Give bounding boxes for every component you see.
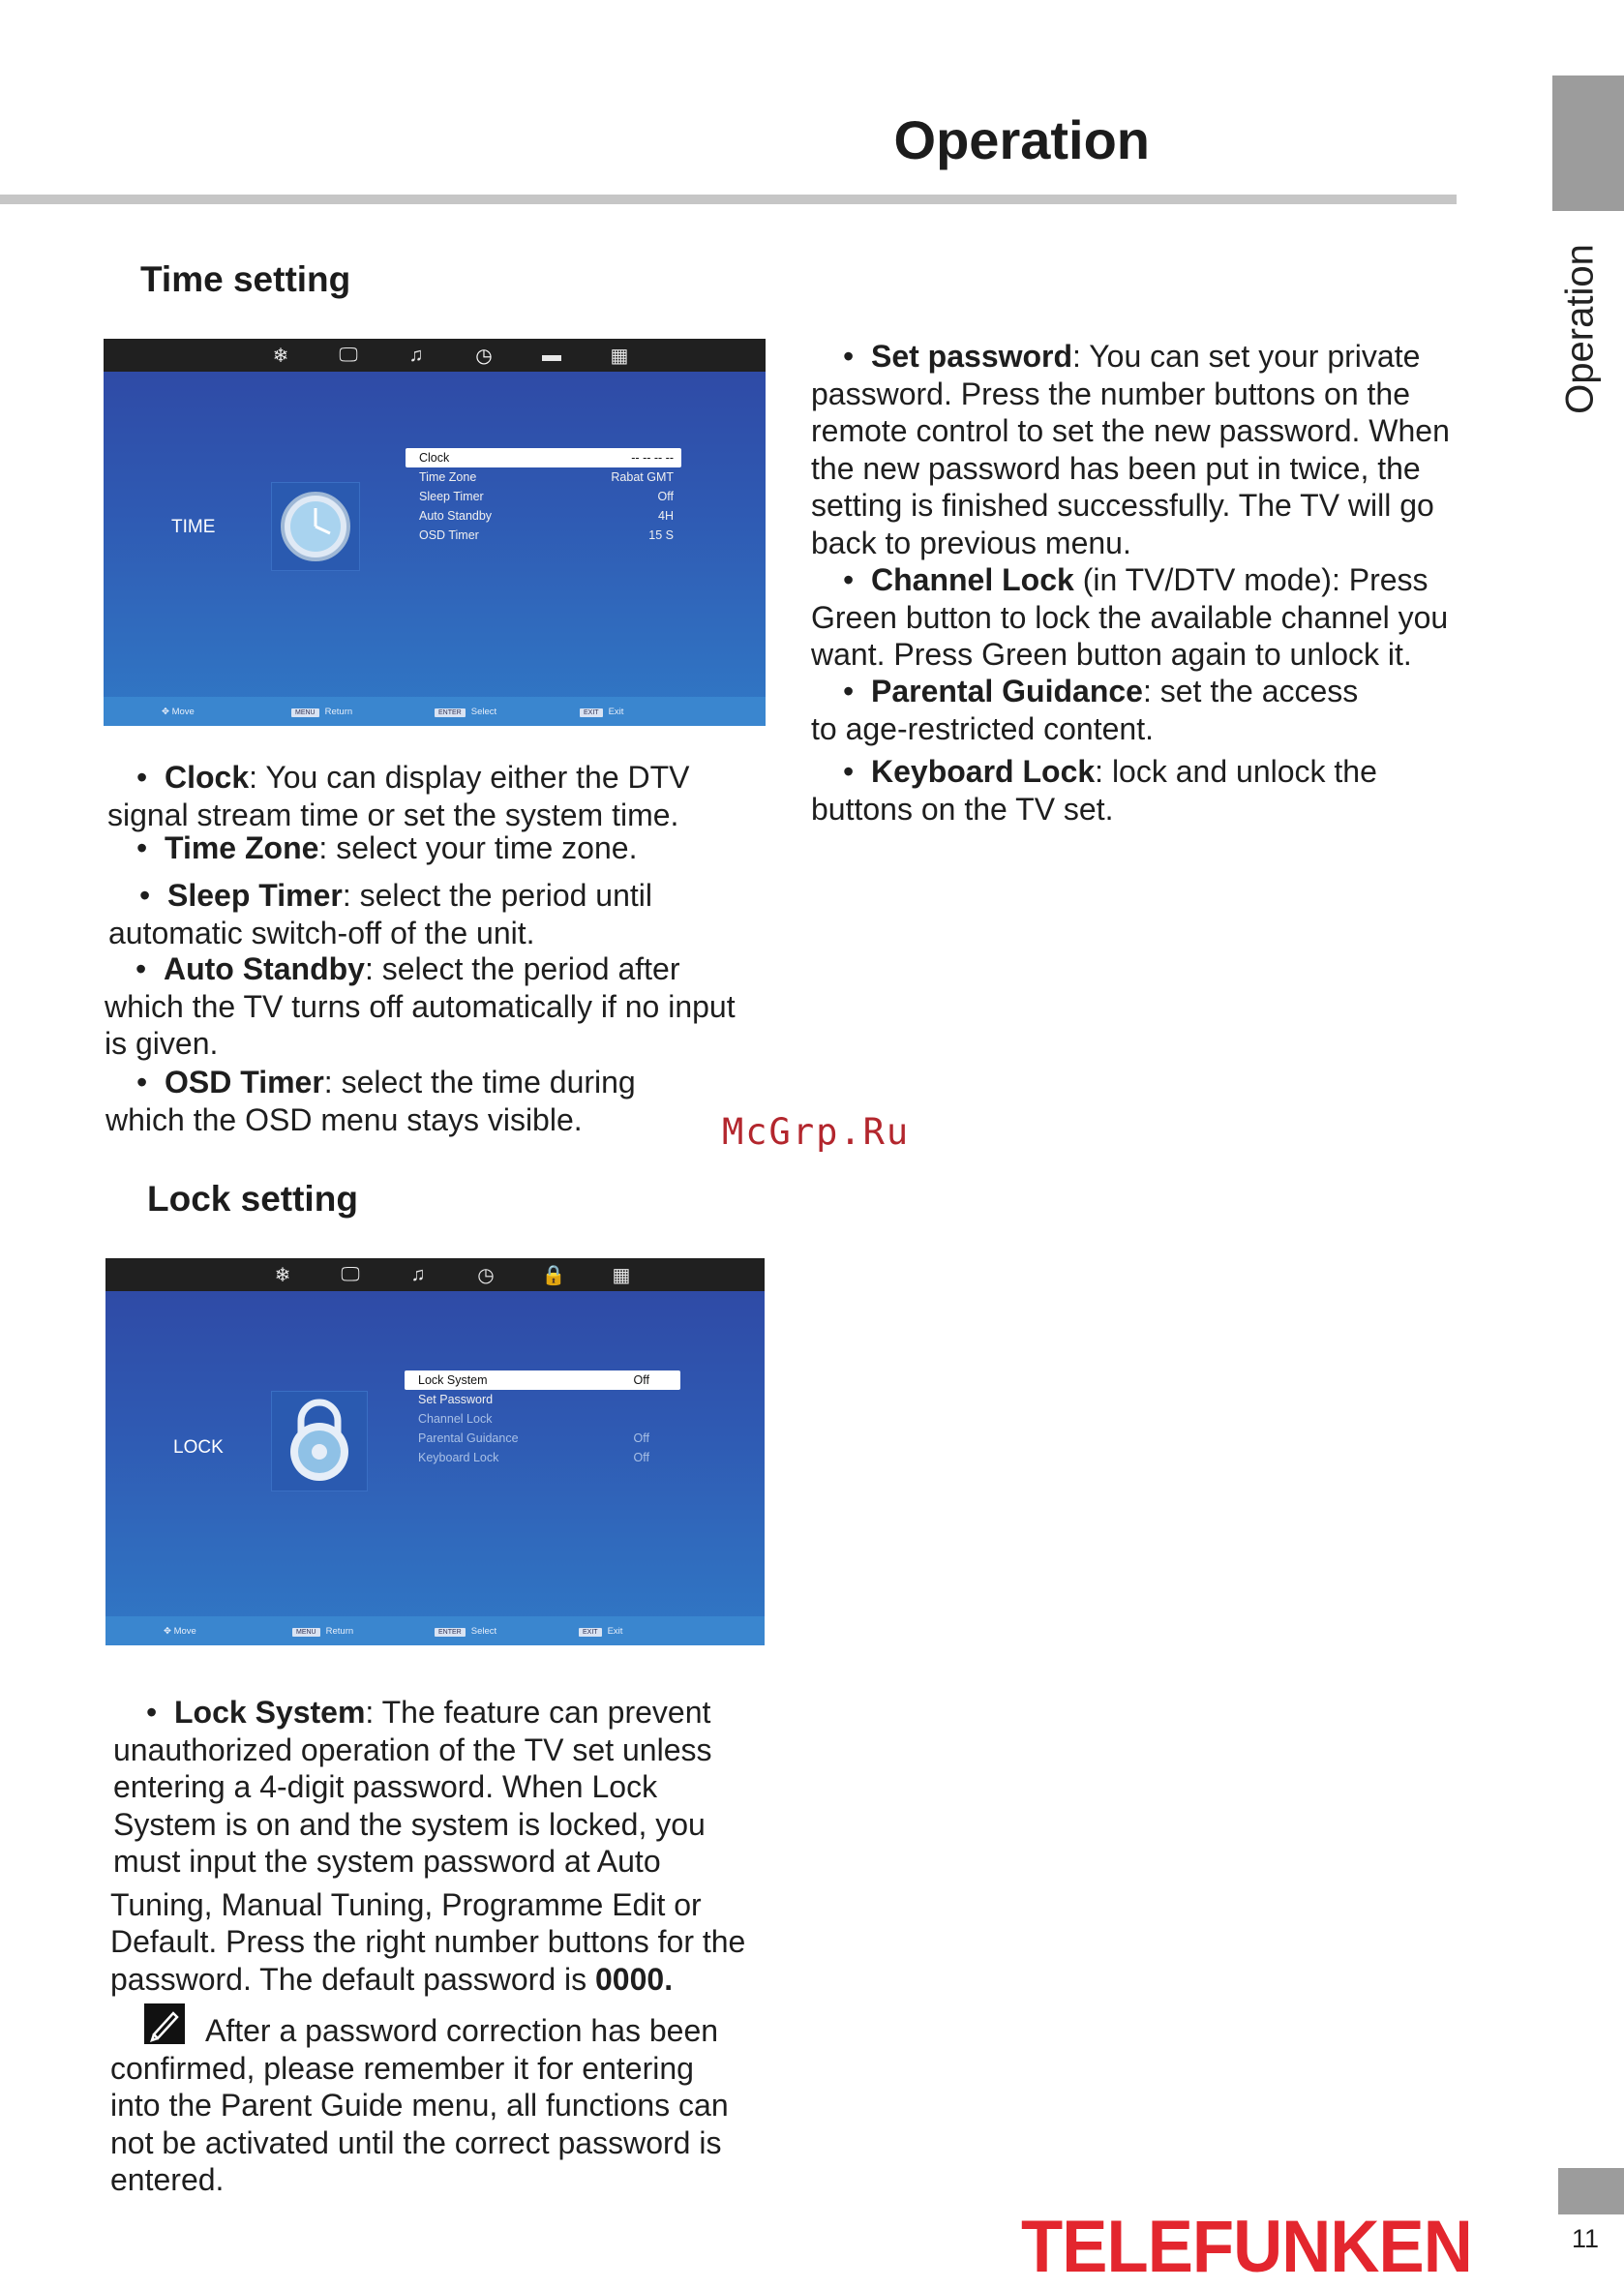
lock-menu-list <box>405 1370 680 1467</box>
clock-illustration-icon <box>271 482 360 571</box>
page-title: Operation <box>893 109 1150 170</box>
sound-note-icon: ♫ <box>408 344 424 366</box>
side-label-text: Operation <box>1558 244 1602 414</box>
footer-exit-hint: EXIT Exit <box>579 1626 622 1637</box>
footer-return-hint: MENU Return <box>291 707 352 717</box>
padlock-illustration-icon <box>271 1391 368 1491</box>
lock-icon: 🔒 <box>541 1264 566 1286</box>
footer-move-hint: ✥ Move <box>164 1626 196 1637</box>
side-section-label <box>1542 237 1619 421</box>
lock-menu-screenshot <box>105 1258 765 1645</box>
tv-channel-icon: 🖵 <box>339 344 358 366</box>
menu-row-keyboard-lock[interactable]: Keyboard Lock Off <box>418 1451 649 1464</box>
picture-settings-icon: ❄ <box>272 345 289 367</box>
telefunken-logo: TELEFUNKEN <box>1021 2206 1472 2288</box>
footer-exit-hint: EXIT Exit <box>580 707 623 717</box>
side-tab-marker <box>1552 75 1624 211</box>
bullet-time-zone: • Time Zone: select your time zone. <box>136 830 638 865</box>
bullet-channel-lock: • Channel Lock (in TV/DTV mode): Press Green button to lock the available channel you want. Press Green button again to unlock it. <box>811 562 1449 672</box>
menu-row-time-zone[interactable]: Time Zone Rabat GMT <box>419 470 674 484</box>
time-setting-title: Time setting <box>140 259 351 299</box>
time-menu-list <box>406 448 681 545</box>
clock-icon: ◷ <box>475 345 493 367</box>
sound-note-icon: ♫ <box>410 1263 426 1285</box>
picture-settings-icon: ❄ <box>274 1264 291 1286</box>
lock-setting-title: Lock setting <box>147 1179 358 1219</box>
watermark-text: McGrp.Ru <box>722 1111 911 1153</box>
footer-move-hint: ✥ Move <box>162 707 195 717</box>
tv-section-label: LOCK <box>173 1437 224 1458</box>
tv-channel-icon: 🖵 <box>341 1263 360 1285</box>
tv-menu-tabbar <box>104 339 766 372</box>
bullet-osd-timer: • OSD Timer: select the time during which the OSD menu stays visible. <box>105 1065 636 1137</box>
footer-select-hint: ENTER Select <box>435 1626 496 1637</box>
bullet-parental-guidance: • Parental Guidance: set the access to age-restricted content. <box>811 674 1359 746</box>
page-tab-marker <box>1558 2168 1624 2214</box>
footer-select-hint: ENTER Select <box>435 707 496 717</box>
setup-grid-icon: ▦ <box>610 345 629 367</box>
tv-menu-tabbar <box>105 1258 765 1291</box>
tv-menu-footer <box>104 697 766 726</box>
title-divider <box>0 195 1457 204</box>
footer-return-hint: MENU Return <box>292 1626 353 1637</box>
bullet-clock: • Clock: You can display either the DTV signal stream time or set the system time. <box>107 760 690 832</box>
note-paragraph: After a password correction has been confirmed, please remember it for entering into the Parent Guide menu, all functions can not be activated until the correct password is entered. <box>110 2013 729 2197</box>
bullet-sleep-timer: • Sleep Timer: select the period until automatic switch-off of the unit. <box>108 878 652 950</box>
bullet-auto-standby: • Auto Standby: select the period after which the TV turns off automatically if no input is given. <box>105 951 736 1061</box>
bullet-keyboard-lock: • Keyboard Lock: lock and unlock the buttons on the TV set. <box>811 754 1377 827</box>
lock-icon: ▬ <box>542 344 561 366</box>
page-number: 11 <box>1571 2224 1600 2253</box>
menu-row-parental-guidance[interactable]: Parental Guidance Off <box>418 1431 649 1445</box>
setup-grid-icon: ▦ <box>612 1264 631 1286</box>
tv-menu-footer <box>105 1616 765 1645</box>
menu-row-osd-timer[interactable]: OSD Timer 15 S <box>419 528 674 542</box>
menu-row-channel-lock[interactable]: Channel Lock <box>418 1412 493 1426</box>
bullet-set-password: • Set password: You can set your private password. Press the number buttons on the remote control to set the new password. When the new password has been put in twice, the setting is finished successfully. The TV will go back to previous menu. <box>811 339 1450 560</box>
clock-icon: ◷ <box>477 1264 495 1286</box>
time-menu-screenshot <box>104 339 766 726</box>
menu-row-auto-standby[interactable]: Auto Standby 4H <box>419 509 674 523</box>
menu-row-lock-system[interactable]: Lock System Off <box>405 1370 680 1390</box>
menu-row-set-password[interactable]: Set Password <box>418 1393 494 1406</box>
bullet-lock-system: • Lock System: The feature can prevent unauthorized operation of the TV set unless entering a 4-digit password. When Lock System is on and the system is locked, you must input the system password at Auto Tuning, Manual Tuning, Programme Edit or Default. Press the right number buttons for the password. The default password is 0000. <box>110 1695 746 1997</box>
menu-row-sleep-timer[interactable]: Sleep Timer Off <box>419 490 674 503</box>
tv-section-label: TIME <box>171 517 216 537</box>
menu-row-clock[interactable]: Clock -- -- -- -- <box>406 448 681 467</box>
